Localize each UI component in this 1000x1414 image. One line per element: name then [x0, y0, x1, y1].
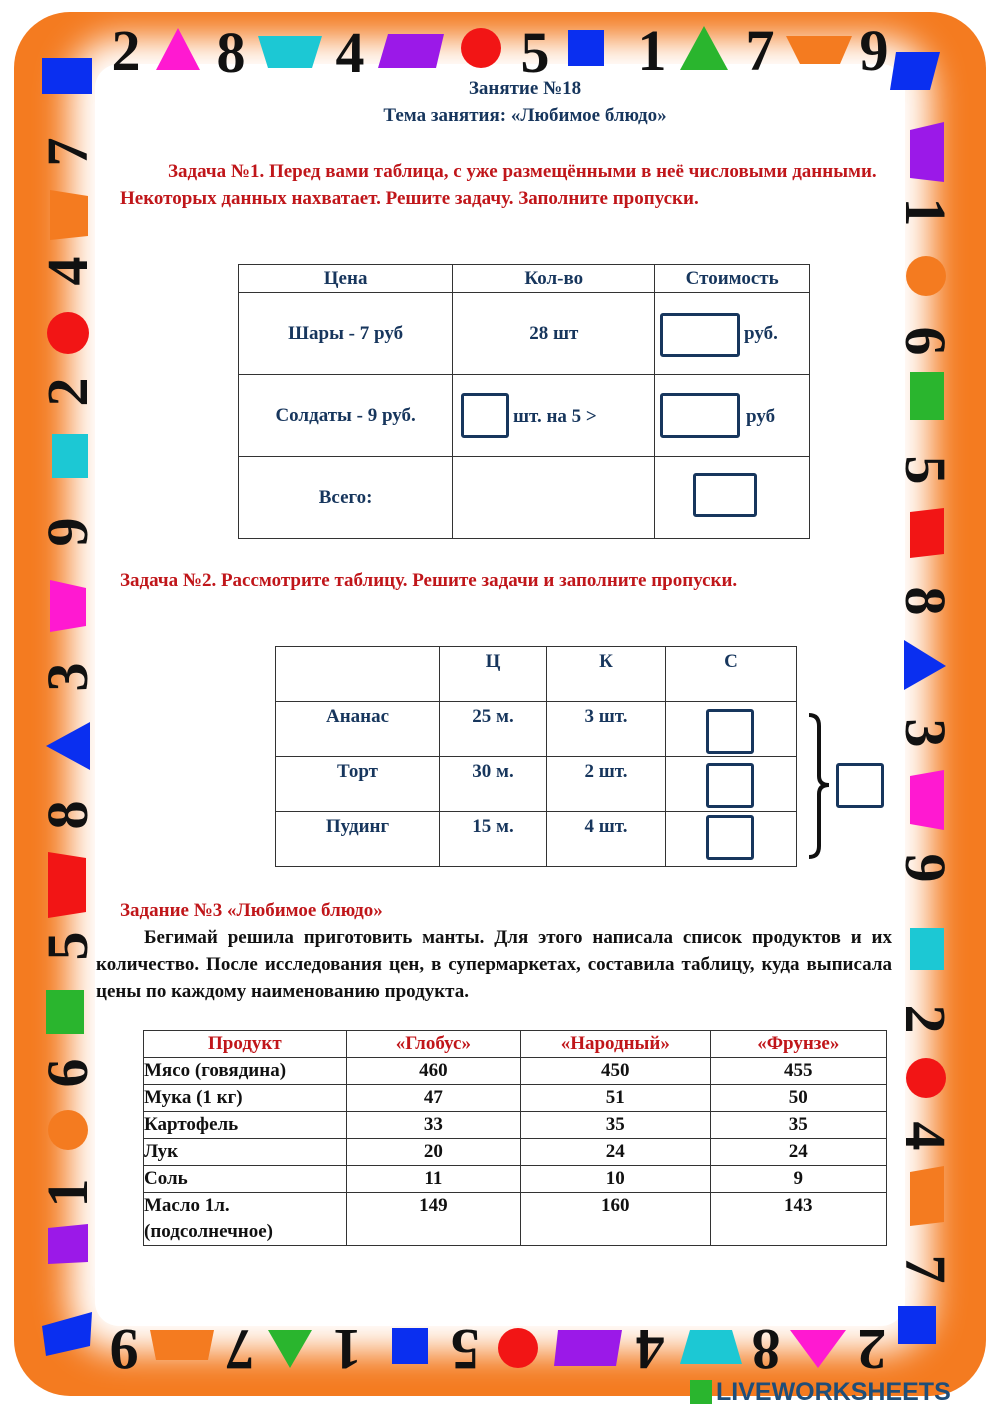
task3-text: Бегимай решила приготовить манты. Для этого написала список продуктов и их количество. После исследования цен, в супермаркетах, составила таблицу, куда выписала цены по каждому наименованию продукта.: [96, 927, 892, 1002]
price-globus: 11: [346, 1166, 520, 1193]
border-right-digit: 2: [893, 1004, 958, 1034]
border-bottom-digit: 8: [751, 1317, 781, 1382]
prices-row: [144, 1166, 887, 1193]
answer-box-soldiers-cost[interactable]: [660, 393, 740, 438]
balls-cost-unit: руб.: [744, 323, 778, 344]
price-globus: 47: [346, 1085, 520, 1112]
border-left-digit: 4: [35, 256, 100, 286]
prices-header-frunze: «Фрунзе»: [710, 1031, 886, 1058]
border-top-digit: 5: [520, 20, 550, 85]
task2-row-qty: 3 шт.: [547, 702, 666, 757]
answer-box-pineapple-cost[interactable]: [706, 709, 754, 754]
task1-total-empty-cell: [453, 457, 655, 539]
border-top-digit: 1: [637, 18, 667, 83]
border-bottom-digit: 2: [857, 1317, 887, 1382]
task2-header-qty: К: [547, 647, 666, 702]
prices-row: [144, 1112, 887, 1139]
border-right-digit: 5: [893, 455, 958, 485]
soldiers-qty-suffix: шт. на 5 >: [513, 406, 597, 427]
price-frunze: 24: [710, 1139, 886, 1166]
border-left-digit: 9: [35, 517, 100, 547]
price-narodny: 10: [520, 1166, 710, 1193]
task2-header-cost: С: [666, 647, 797, 702]
task2-row-qty: 2 шт.: [547, 757, 666, 812]
border-top-digit: 7: [745, 18, 775, 83]
task2-row-qty: 4 шт.: [547, 812, 666, 867]
border-left-digit: 2: [35, 377, 100, 407]
border-right-digit: 7: [893, 1254, 958, 1284]
price-frunze: 143: [710, 1193, 886, 1246]
border-top-digit: 8: [216, 20, 246, 85]
task1-row1-price: Шары - 7 руб: [239, 293, 453, 375]
price-globus: 33: [346, 1112, 520, 1139]
price-narodny: 450: [520, 1058, 710, 1085]
answer-box-total-sum[interactable]: [836, 763, 884, 808]
prices-row: [144, 1139, 887, 1166]
border-bottom-digit: 7: [225, 1317, 255, 1382]
border-left-digit: 8: [35, 800, 100, 830]
task2-row-name: Пудинг: [276, 812, 440, 867]
price-narodny: 160: [520, 1193, 710, 1246]
task1-text: Задача №1. Перед вами таблица, с уже размещёнными в неё числовыми данными. Некоторых данных нахватает. Решите задачу. Заполните пропуски.: [120, 161, 877, 209]
answer-box-soldiers-qty[interactable]: [461, 393, 509, 438]
answer-box-cake-cost[interactable]: [706, 763, 754, 808]
price-narodny: 51: [520, 1085, 710, 1112]
price-frunze: 35: [710, 1112, 886, 1139]
border-left-digit: 7: [35, 137, 100, 167]
product-name: Мука (1 кг): [144, 1085, 347, 1112]
task2-header-price: Ц: [440, 647, 547, 702]
border-left-digit: 5: [35, 931, 100, 961]
task2-row-price: 15 м.: [440, 812, 547, 867]
product-name: Картофель: [144, 1112, 347, 1139]
task2-header-empty: [276, 647, 440, 702]
prices-header-product: Продукт: [144, 1031, 347, 1058]
task2-row-price: 30 м.: [440, 757, 547, 812]
task2-row-price: 25 м.: [440, 702, 547, 757]
task1-row1-qty: 28 шт: [453, 293, 655, 375]
task1-total-label: Всего:: [239, 457, 453, 539]
product-name: Лук: [144, 1139, 347, 1166]
border-bottom-digit: 4: [635, 1317, 665, 1382]
task3-title: Задание №3 «Любимое блюдо»: [120, 900, 383, 921]
prices-row: [144, 1085, 887, 1112]
price-narodny: 35: [520, 1112, 710, 1139]
price-globus: 460: [346, 1058, 520, 1085]
border-top-digit: 4: [335, 20, 365, 85]
lesson-topic: Тема занятия: «Любимое блюдо»: [383, 105, 667, 126]
task2-row-name: Ананас: [276, 702, 440, 757]
border-top-digit: 9: [859, 18, 889, 83]
border-left-digit: 1: [35, 1178, 100, 1208]
task1-header-cost: Стоимость: [655, 265, 810, 293]
price-narodny: 24: [520, 1139, 710, 1166]
price-frunze: 455: [710, 1058, 886, 1085]
answer-box-balls-cost[interactable]: [660, 313, 740, 357]
prices-header-narodny: «Народный»: [520, 1031, 710, 1058]
product-name: Мясо (говядина): [144, 1058, 347, 1085]
product-name: Соль: [144, 1166, 347, 1193]
task1-header-price: Цена: [239, 265, 453, 293]
border-bottom-digit: 5: [450, 1317, 480, 1382]
price-globus: 20: [346, 1139, 520, 1166]
answer-box-pudding-cost[interactable]: [706, 815, 754, 860]
lesson-number: Занятие №18: [468, 78, 582, 99]
soldiers-cost-unit: руб: [746, 406, 776, 427]
liveworksheets-logo-icon: [690, 1380, 712, 1404]
prices-table: [143, 1030, 887, 1246]
price-frunze: 50: [710, 1085, 886, 1112]
task2-text: Задача №2. Рассмотрите таблицу. Решите задачи и заполните пропуски.: [120, 570, 738, 591]
price-globus: 149: [346, 1193, 520, 1246]
border-right-digit: 8: [893, 586, 958, 616]
price-frunze: 9: [710, 1166, 886, 1193]
border-left-digit: 6: [35, 1058, 100, 1088]
sum-bracket: [805, 712, 835, 862]
answer-box-total-cost[interactable]: [693, 473, 757, 517]
border-top-digit: 2: [111, 18, 141, 83]
task2-row-name: Торт: [276, 757, 440, 812]
border-right-digit: 1: [893, 197, 958, 227]
border-right-digit: 3: [893, 718, 958, 748]
liveworksheets-watermark: LIVEWORKSHEETS: [716, 1378, 951, 1406]
product-name: [144, 1193, 347, 1246]
product-name-line2: (подсолнечное): [144, 1221, 274, 1242]
border-right-digit: 4: [893, 1121, 958, 1151]
prices-row: [144, 1058, 887, 1085]
border-left-digit: 3: [35, 662, 100, 692]
border-bottom-digit: 1: [332, 1317, 362, 1382]
prices-header-globus: «Глобус»: [346, 1031, 520, 1058]
border-right-digit: 9: [893, 853, 958, 883]
product-name-line1: Масло 1л.: [144, 1195, 230, 1216]
border-bottom-digit: 9: [109, 1317, 139, 1382]
prices-row: [144, 1193, 887, 1246]
task1-header-qty: Кол-во: [453, 265, 655, 293]
task1-row2-price: Солдаты - 9 руб.: [239, 375, 453, 457]
border-right-digit: 6: [893, 326, 958, 356]
